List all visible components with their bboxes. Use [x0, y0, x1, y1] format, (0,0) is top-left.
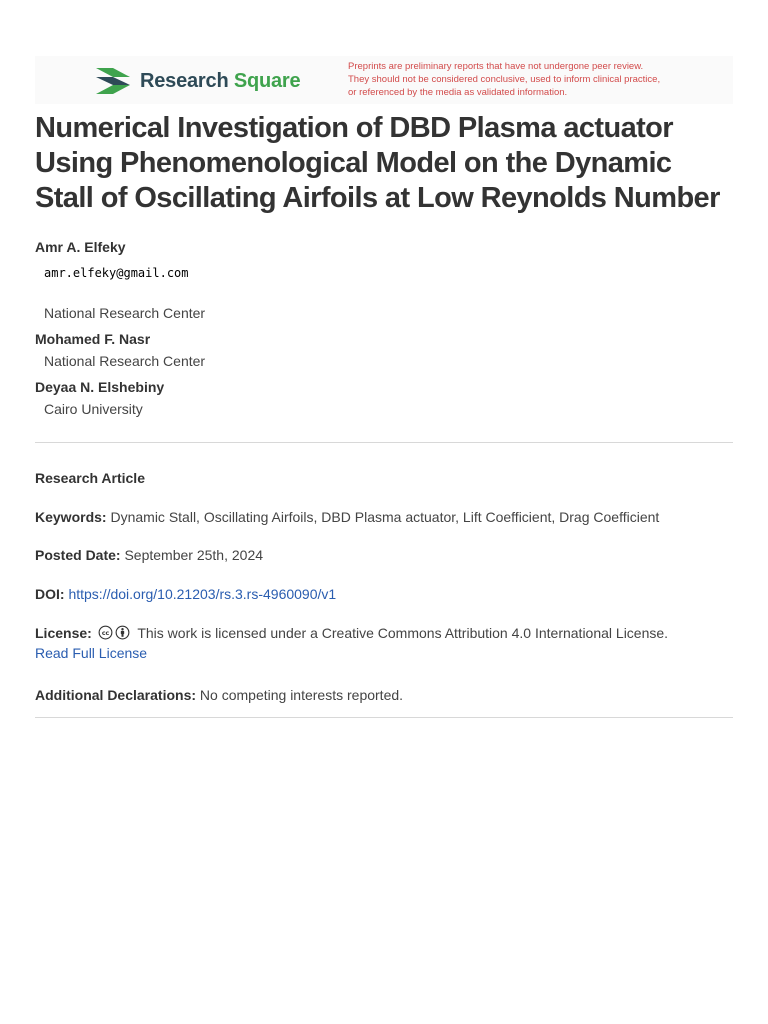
article-type-label: Research Article: [35, 470, 145, 486]
author-entry: [35, 238, 735, 322]
research-square-logo-icon: [94, 65, 132, 97]
by-attribution-icon: [115, 625, 130, 640]
doi-link[interactable]: https://doi.org/10.21203/rs.3.rs-4960090/v1: [68, 586, 337, 602]
disclaimer-line: or referenced by the media as validated information.: [348, 87, 568, 98]
paper-title: Numerical Investigation of DBD Plasma actuator Using Phenomenological Model on the Dynamic Stall of Oscillating Airfoils at Low Reynolds Number: [35, 112, 720, 214]
declarations-label: Additional Declarations:: [35, 687, 197, 703]
license-label: License:: [35, 625, 92, 641]
svg-text:cc: cc: [101, 629, 109, 637]
declarations-row: [35, 685, 735, 705]
section-divider: [35, 442, 733, 443]
research-square-logo[interactable]: [94, 65, 300, 97]
author-list: [35, 238, 735, 418]
license-text: This work is licensed under a Creative Commons Attribution 4.0 International License.: [137, 625, 669, 641]
logo-word-research: Research: [140, 69, 229, 92]
preprint-disclaimer: [348, 60, 708, 99]
posted-date-label: Posted Date:: [35, 547, 121, 563]
author-affiliation: National Research Center: [44, 305, 206, 321]
author-name[interactable]: Amr A. Elfeky: [35, 239, 126, 255]
author-name[interactable]: Deyaa N. Elshebiny: [35, 379, 165, 395]
author-name[interactable]: Mohamed F. Nasr: [35, 331, 151, 347]
author-affiliation: National Research Center: [44, 353, 206, 369]
logo-word-square: Square: [233, 69, 301, 92]
keywords-label: Keywords:: [35, 509, 107, 525]
author-email[interactable]: amr.elfeky@gmail.com: [44, 266, 189, 280]
read-full-license-link[interactable]: Read Full License: [35, 645, 148, 661]
license-icons: [98, 625, 132, 640]
section-divider: [35, 717, 733, 718]
declarations-value: No competing interests reported.: [199, 687, 404, 703]
author-entry: [35, 378, 735, 418]
cc-icon: [98, 625, 113, 640]
disclaimer-line: Preprints are preliminary reports that have not undergone peer review.: [348, 61, 644, 72]
license-row: [35, 623, 735, 663]
keywords-value: Dynamic Stall, Oscillating Airfoils, DBD Plasma actuator, Lift Coefficient, Drag Coefficient: [110, 509, 660, 525]
doi-label: DOI:: [35, 586, 65, 602]
doi-row: [35, 584, 735, 604]
article-type: [35, 468, 735, 488]
author-affiliation: Cairo University: [44, 401, 143, 417]
logo-wordmark: [140, 70, 300, 93]
author-entry: [35, 330, 735, 370]
keywords-row: [35, 507, 735, 527]
disclaimer-line: They should not be considered conclusive, used to inform clinical practice,: [348, 74, 661, 85]
posted-date-row: [35, 545, 735, 565]
posted-date-value: September 25th, 2024: [124, 547, 264, 563]
